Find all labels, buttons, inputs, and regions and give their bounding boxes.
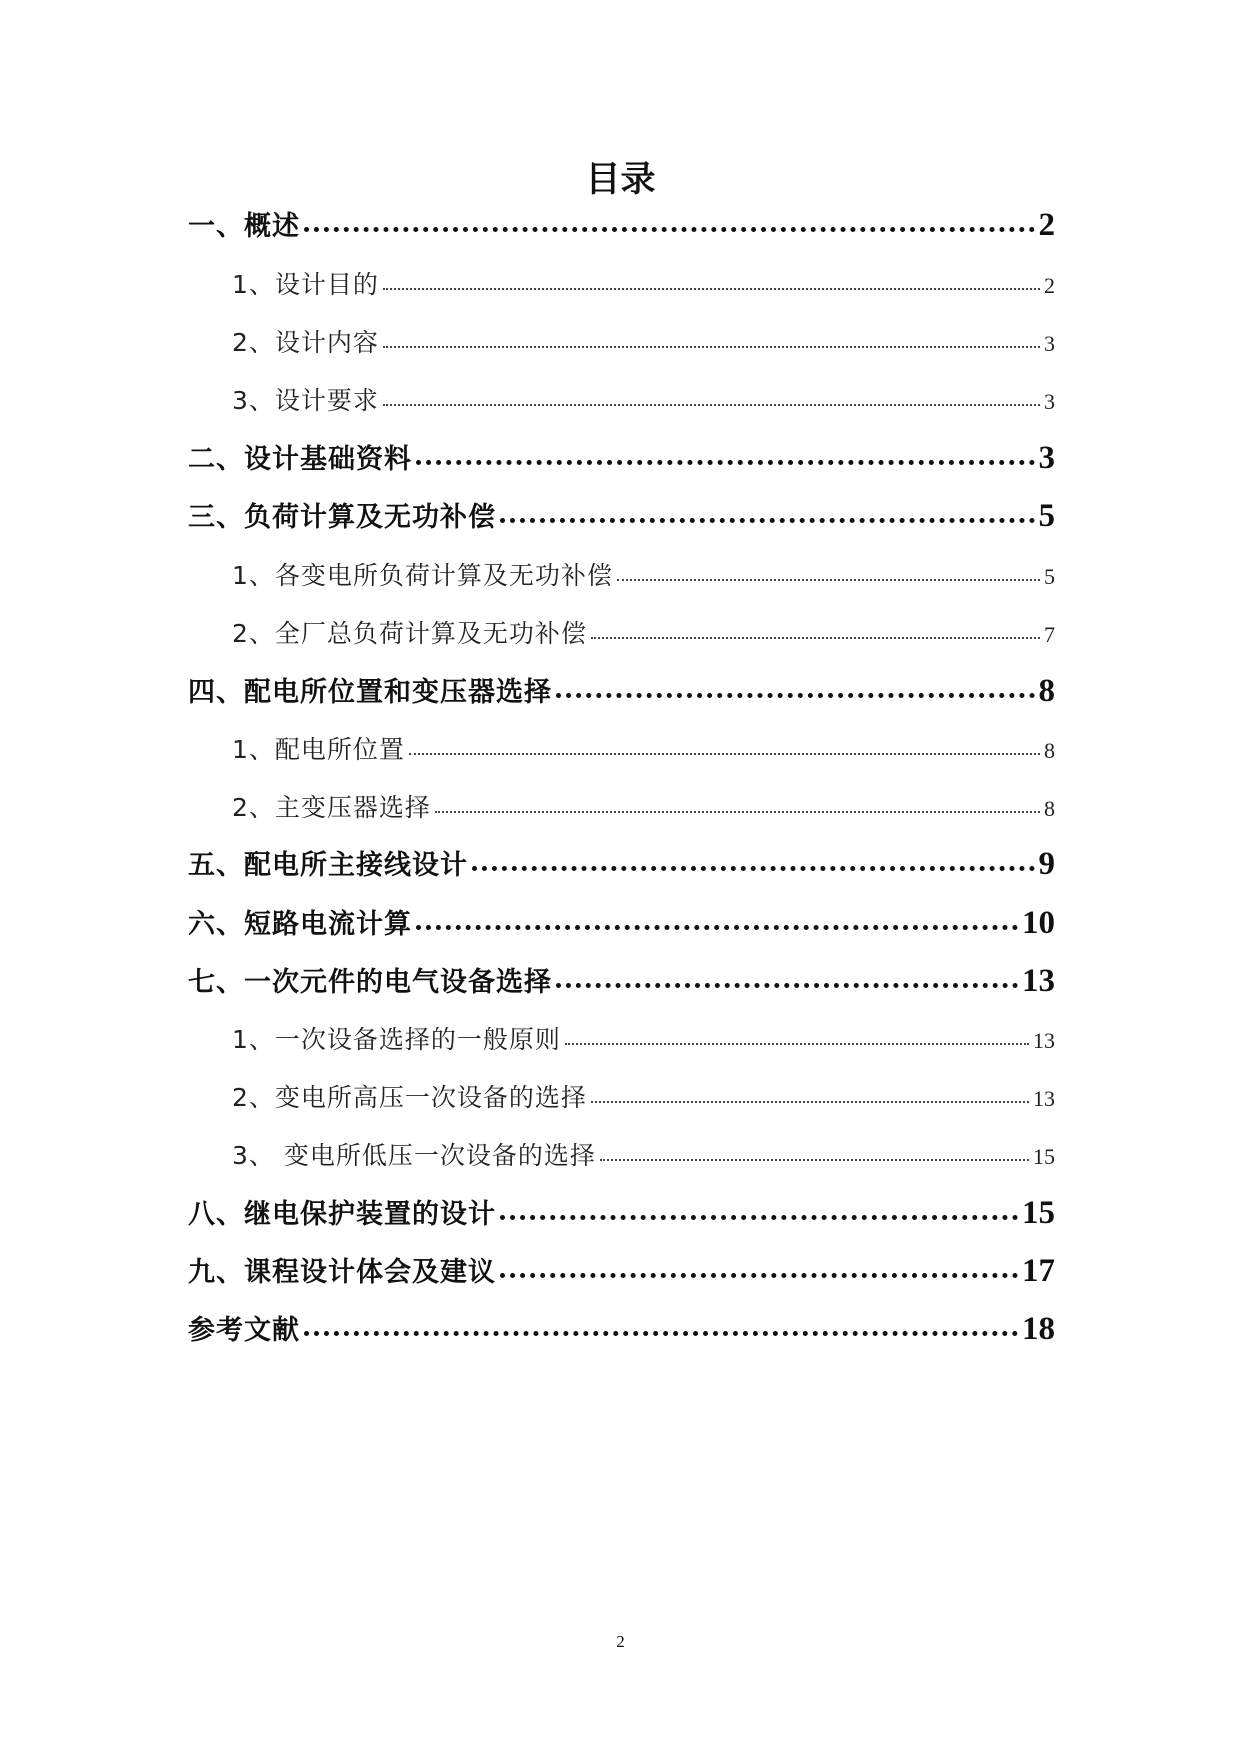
toc-entry-reflections[interactable] — [188, 1250, 1055, 1290]
toc-entry-label: 四、配电所位置和变压器选择 — [188, 677, 552, 708]
toc-entry-page: 18 — [1022, 1311, 1055, 1347]
toc-entry-design-purpose[interactable] — [232, 265, 1055, 301]
dot-leader — [565, 1043, 1029, 1045]
dot-leader — [591, 637, 1040, 639]
toc-entry-primary-equipment[interactable] — [188, 960, 1055, 1000]
toc-entry-label: 三、负荷计算及无功补偿 — [188, 502, 496, 533]
toc-entry-page: 2 — [1044, 273, 1055, 298]
toc-entry-page: 13 — [1033, 1028, 1055, 1053]
toc-entry-label: 2、变电所高压一次设备的选择 — [232, 1083, 587, 1112]
page-title: 目录 — [585, 160, 656, 200]
toc-entry-page: 3 — [1044, 331, 1055, 356]
toc-entry-page: 13 — [1033, 1086, 1055, 1111]
dot-leader — [383, 288, 1040, 290]
toc-entry-overview[interactable] — [188, 204, 1055, 244]
toc-entry-selection-principles[interactable] — [232, 1020, 1055, 1056]
toc-entry-label: 1、一次设备选择的一般原则 — [232, 1025, 561, 1054]
dot-leader — [383, 346, 1040, 348]
dot-leader — [500, 1215, 1018, 1220]
footer-page-number: 2 — [616, 1632, 625, 1651]
toc-entry-label: 2、主变压器选择 — [232, 793, 431, 822]
toc-entry-label: 1、配电所位置 — [232, 735, 405, 764]
toc-entry-page: 8 — [1044, 738, 1055, 763]
toc-entry-label: 参考文献 — [188, 1315, 300, 1346]
dot-leader — [600, 1159, 1029, 1161]
toc-entry-label: 2、全厂总负荷计算及无功补偿 — [232, 619, 587, 648]
toc-entry-label: 3、 变电所低压一次设备的选择 — [232, 1141, 596, 1170]
dot-leader — [500, 518, 1035, 523]
toc-entry-main-transformer[interactable] — [232, 788, 1055, 824]
toc-entry-page: 13 — [1022, 963, 1055, 999]
toc-entry-label: 2、设计内容 — [232, 328, 379, 357]
toc-entry-page: 17 — [1022, 1253, 1055, 1289]
toc-entry-substation-load[interactable] — [232, 556, 1055, 592]
toc-entry-page: 15 — [1033, 1144, 1055, 1169]
dot-leader — [472, 866, 1035, 871]
toc-entry-plant-total-load[interactable] — [232, 614, 1055, 650]
toc-entry-page: 3 — [1038, 440, 1055, 476]
toc-entry-label: 1、各变电所负荷计算及无功补偿 — [232, 561, 613, 590]
toc-entry-main-wiring[interactable] — [188, 843, 1055, 883]
toc-entry-label: 五、配电所主接线设计 — [188, 850, 468, 881]
dot-leader — [556, 693, 1035, 698]
dot-leader — [617, 579, 1040, 581]
toc-entry-page: 5 — [1038, 498, 1055, 534]
dot-leader — [304, 1331, 1018, 1336]
toc-entry-page: 15 — [1022, 1195, 1055, 1231]
toc-entry-label: 3、设计要求 — [232, 386, 379, 415]
dot-leader — [435, 811, 1040, 813]
toc-entry-label: 八、继电保护装置的设计 — [188, 1199, 496, 1230]
toc-entry-high-voltage-selection[interactable] — [232, 1078, 1055, 1114]
toc-entry-page: 8 — [1038, 673, 1055, 709]
toc-entry-references[interactable] — [188, 1308, 1055, 1348]
dot-leader — [383, 404, 1040, 406]
dot-leader — [500, 1273, 1018, 1278]
dot-leader — [591, 1101, 1029, 1103]
toc-entry-page: 7 — [1044, 622, 1055, 647]
toc-entry-relay-protection[interactable] — [188, 1192, 1055, 1232]
toc-entry-substation-location-transformer[interactable] — [188, 670, 1055, 710]
dot-leader — [416, 925, 1018, 930]
toc-entry-label: 一、概述 — [188, 211, 300, 242]
dot-leader — [304, 227, 1035, 232]
toc-entry-label: 1、设计目的 — [232, 270, 379, 299]
toc-entry-design-requirements[interactable] — [232, 381, 1055, 417]
toc-entry-label: 二、设计基础资料 — [188, 444, 412, 475]
toc-entry-page: 3 — [1044, 389, 1055, 414]
toc-entry-short-circuit[interactable] — [188, 902, 1055, 942]
dot-leader — [416, 460, 1035, 465]
toc-entry-substation-location[interactable] — [232, 730, 1055, 766]
toc-entry-page: 9 — [1038, 846, 1055, 882]
toc-entry-design-content[interactable] — [232, 323, 1055, 359]
dot-leader — [556, 983, 1018, 988]
toc-entry-page: 10 — [1022, 905, 1055, 941]
toc-entry-label: 六、短路电流计算 — [188, 909, 412, 940]
toc-entry-label: 七、一次元件的电气设备选择 — [188, 967, 552, 998]
toc-entry-low-voltage-selection[interactable] — [232, 1136, 1055, 1172]
toc-entry-basic-data[interactable] — [188, 437, 1055, 477]
toc-entry-page: 5 — [1044, 564, 1055, 589]
toc-entry-load-calculation[interactable] — [188, 495, 1055, 535]
toc-entry-label: 九、课程设计体会及建议 — [188, 1257, 496, 1288]
toc-entry-page: 8 — [1044, 796, 1055, 821]
dot-leader — [409, 753, 1040, 755]
toc-entry-page: 2 — [1038, 207, 1055, 243]
